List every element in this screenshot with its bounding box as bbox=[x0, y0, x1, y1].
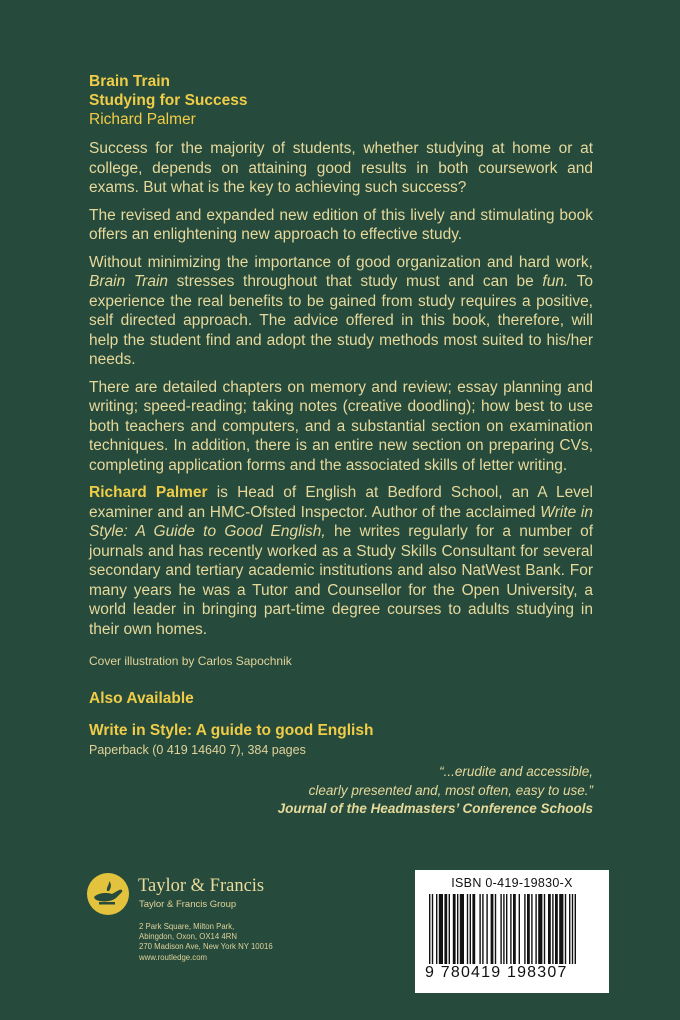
text-run: he writes regularly for a number of journals and has recently worked as a Study Skills Consultant for several secondary and tertiary academic institutions and also NatWest Bank. For many years he was a Tutor and Counsellor for the Open University, a world leader in bringing part-time degree courses to adults studying in their own homes. bbox=[89, 523, 593, 638]
taylor-francis-lamp-icon bbox=[86, 872, 130, 916]
publisher-group: Taylor & Francis Group bbox=[139, 899, 237, 910]
quote-line-1: “...erudite and accessible, bbox=[439, 764, 593, 779]
barcode-bar bbox=[486, 894, 487, 964]
barcode-bar bbox=[453, 894, 456, 964]
fun-italic: fun. bbox=[542, 273, 569, 290]
barcode-bar bbox=[439, 894, 443, 964]
book-title-italic: Brain Train bbox=[89, 273, 169, 290]
also-available-details: Paperback (0 419 14640 7), 384 pages bbox=[89, 743, 306, 757]
text-run: To experience the real benefits to be gained from study requires a positive, self directed approach. The advice offered in this book, therefore, will help the student find and adopt the study methods most suited to his/her needs. bbox=[89, 273, 594, 368]
text-run: is Head of English at Bedford School, an A Level examiner and an HMC-Ofsted Inspector. Author of the acclaimed bbox=[89, 484, 593, 521]
book-author: Richard Palmer bbox=[89, 111, 196, 128]
barcode-bar bbox=[491, 894, 494, 964]
barcode-bar bbox=[531, 894, 532, 964]
barcode-bar bbox=[519, 894, 520, 964]
publisher-address bbox=[139, 922, 273, 963]
text-run: Without minimizing the importance of good organization and hard work, bbox=[89, 253, 593, 271]
blurb-paragraph-3 bbox=[89, 253, 593, 370]
also-available-heading: Also Available bbox=[89, 690, 194, 707]
blurb-paragraph-1: Success for the majority of students, whether studying at home or at college, depends on attaining good results in both coursework and exams. But what is the key to achieving such success? bbox=[89, 140, 593, 196]
barcode-bar bbox=[479, 894, 480, 964]
blurb-paragraph-2: The revised and expanded new edition of this lively and stimulating book offers an enlightening new approach to effective study. bbox=[89, 206, 593, 243]
text-run: stresses throughout that study must and can be bbox=[168, 273, 543, 290]
barcode-bar bbox=[470, 894, 471, 964]
author-bio bbox=[89, 483, 593, 639]
barcode-bar bbox=[538, 894, 542, 964]
book-title: Brain Train bbox=[89, 73, 170, 90]
barcode-bar bbox=[575, 894, 576, 964]
barcode-bar bbox=[544, 894, 545, 964]
also-available-title: Write in Style: A guide to good English bbox=[89, 722, 374, 739]
blurb-paragraph-4: There are detailed chapters on memory and review; essay planning and writing; speed-reading; taking notes (creative doodling); how best to use both teachers and computers, and a substantial section on examination techniques. In addition, there is an entire new section on preparing CVs, completing application forms and the associated skills of letter writing. bbox=[89, 378, 593, 474]
barcode-bar bbox=[482, 894, 483, 964]
barcode-bar bbox=[535, 894, 536, 964]
address-line: 270 Madison Ave, New York NY 10016 bbox=[139, 942, 273, 952]
barcode-bar bbox=[552, 894, 553, 964]
barcode-bar bbox=[555, 894, 558, 964]
barcode-bar bbox=[569, 894, 570, 964]
barcode-icon bbox=[429, 894, 595, 964]
address-line: Abingdon, Oxon, OX14 4RN bbox=[139, 932, 237, 942]
website-line: www.routledge.com bbox=[139, 952, 208, 962]
barcode-bar bbox=[460, 894, 464, 964]
barcode-bar bbox=[457, 894, 458, 964]
author-name-bold: Richard Palmer bbox=[89, 484, 208, 501]
barcode-bar bbox=[449, 894, 450, 964]
barcode-panel bbox=[415, 870, 609, 993]
barcode-bar bbox=[524, 894, 525, 964]
address-line: 2 Park Square, Milton Park, bbox=[139, 922, 235, 931]
barcode-bar bbox=[444, 894, 447, 964]
barcode-bar bbox=[436, 894, 437, 964]
barcode-bar bbox=[503, 894, 504, 964]
barcode-bar bbox=[500, 894, 501, 964]
barcode-digits: 9 780419 198307 bbox=[425, 964, 568, 981]
isbn-label: ISBN 0-419-19830-X bbox=[451, 876, 573, 890]
barcode-bar bbox=[527, 894, 530, 964]
barcode-bar bbox=[472, 894, 475, 964]
barcode-bar bbox=[495, 894, 496, 964]
quote-source: Journal of the Headmasters’ Conference Schools bbox=[277, 801, 593, 816]
barcode-bar bbox=[429, 894, 430, 964]
other-book-italic: Write in Style: A Guide to Good English, bbox=[89, 503, 593, 540]
barcode-bar bbox=[432, 894, 433, 964]
barcode-bar bbox=[513, 894, 516, 964]
quote-line-2: clearly presented and, most often, easy to use.” bbox=[308, 782, 593, 798]
barcode-bar bbox=[572, 894, 573, 964]
review-quote bbox=[89, 763, 593, 819]
barcode-bar bbox=[510, 894, 511, 964]
barcode-bar bbox=[565, 894, 566, 964]
cover-credit: Cover illustration by Carlos Sapochnik bbox=[89, 654, 292, 668]
barcode-bar bbox=[467, 894, 468, 964]
back-cover-content bbox=[89, 72, 593, 819]
book-subtitle: Studying for Success bbox=[89, 92, 248, 109]
barcode-bar bbox=[506, 894, 507, 964]
barcode-bar bbox=[548, 894, 551, 964]
barcode-bar bbox=[559, 894, 563, 964]
publisher-name: Taylor & Francis bbox=[138, 876, 265, 896]
